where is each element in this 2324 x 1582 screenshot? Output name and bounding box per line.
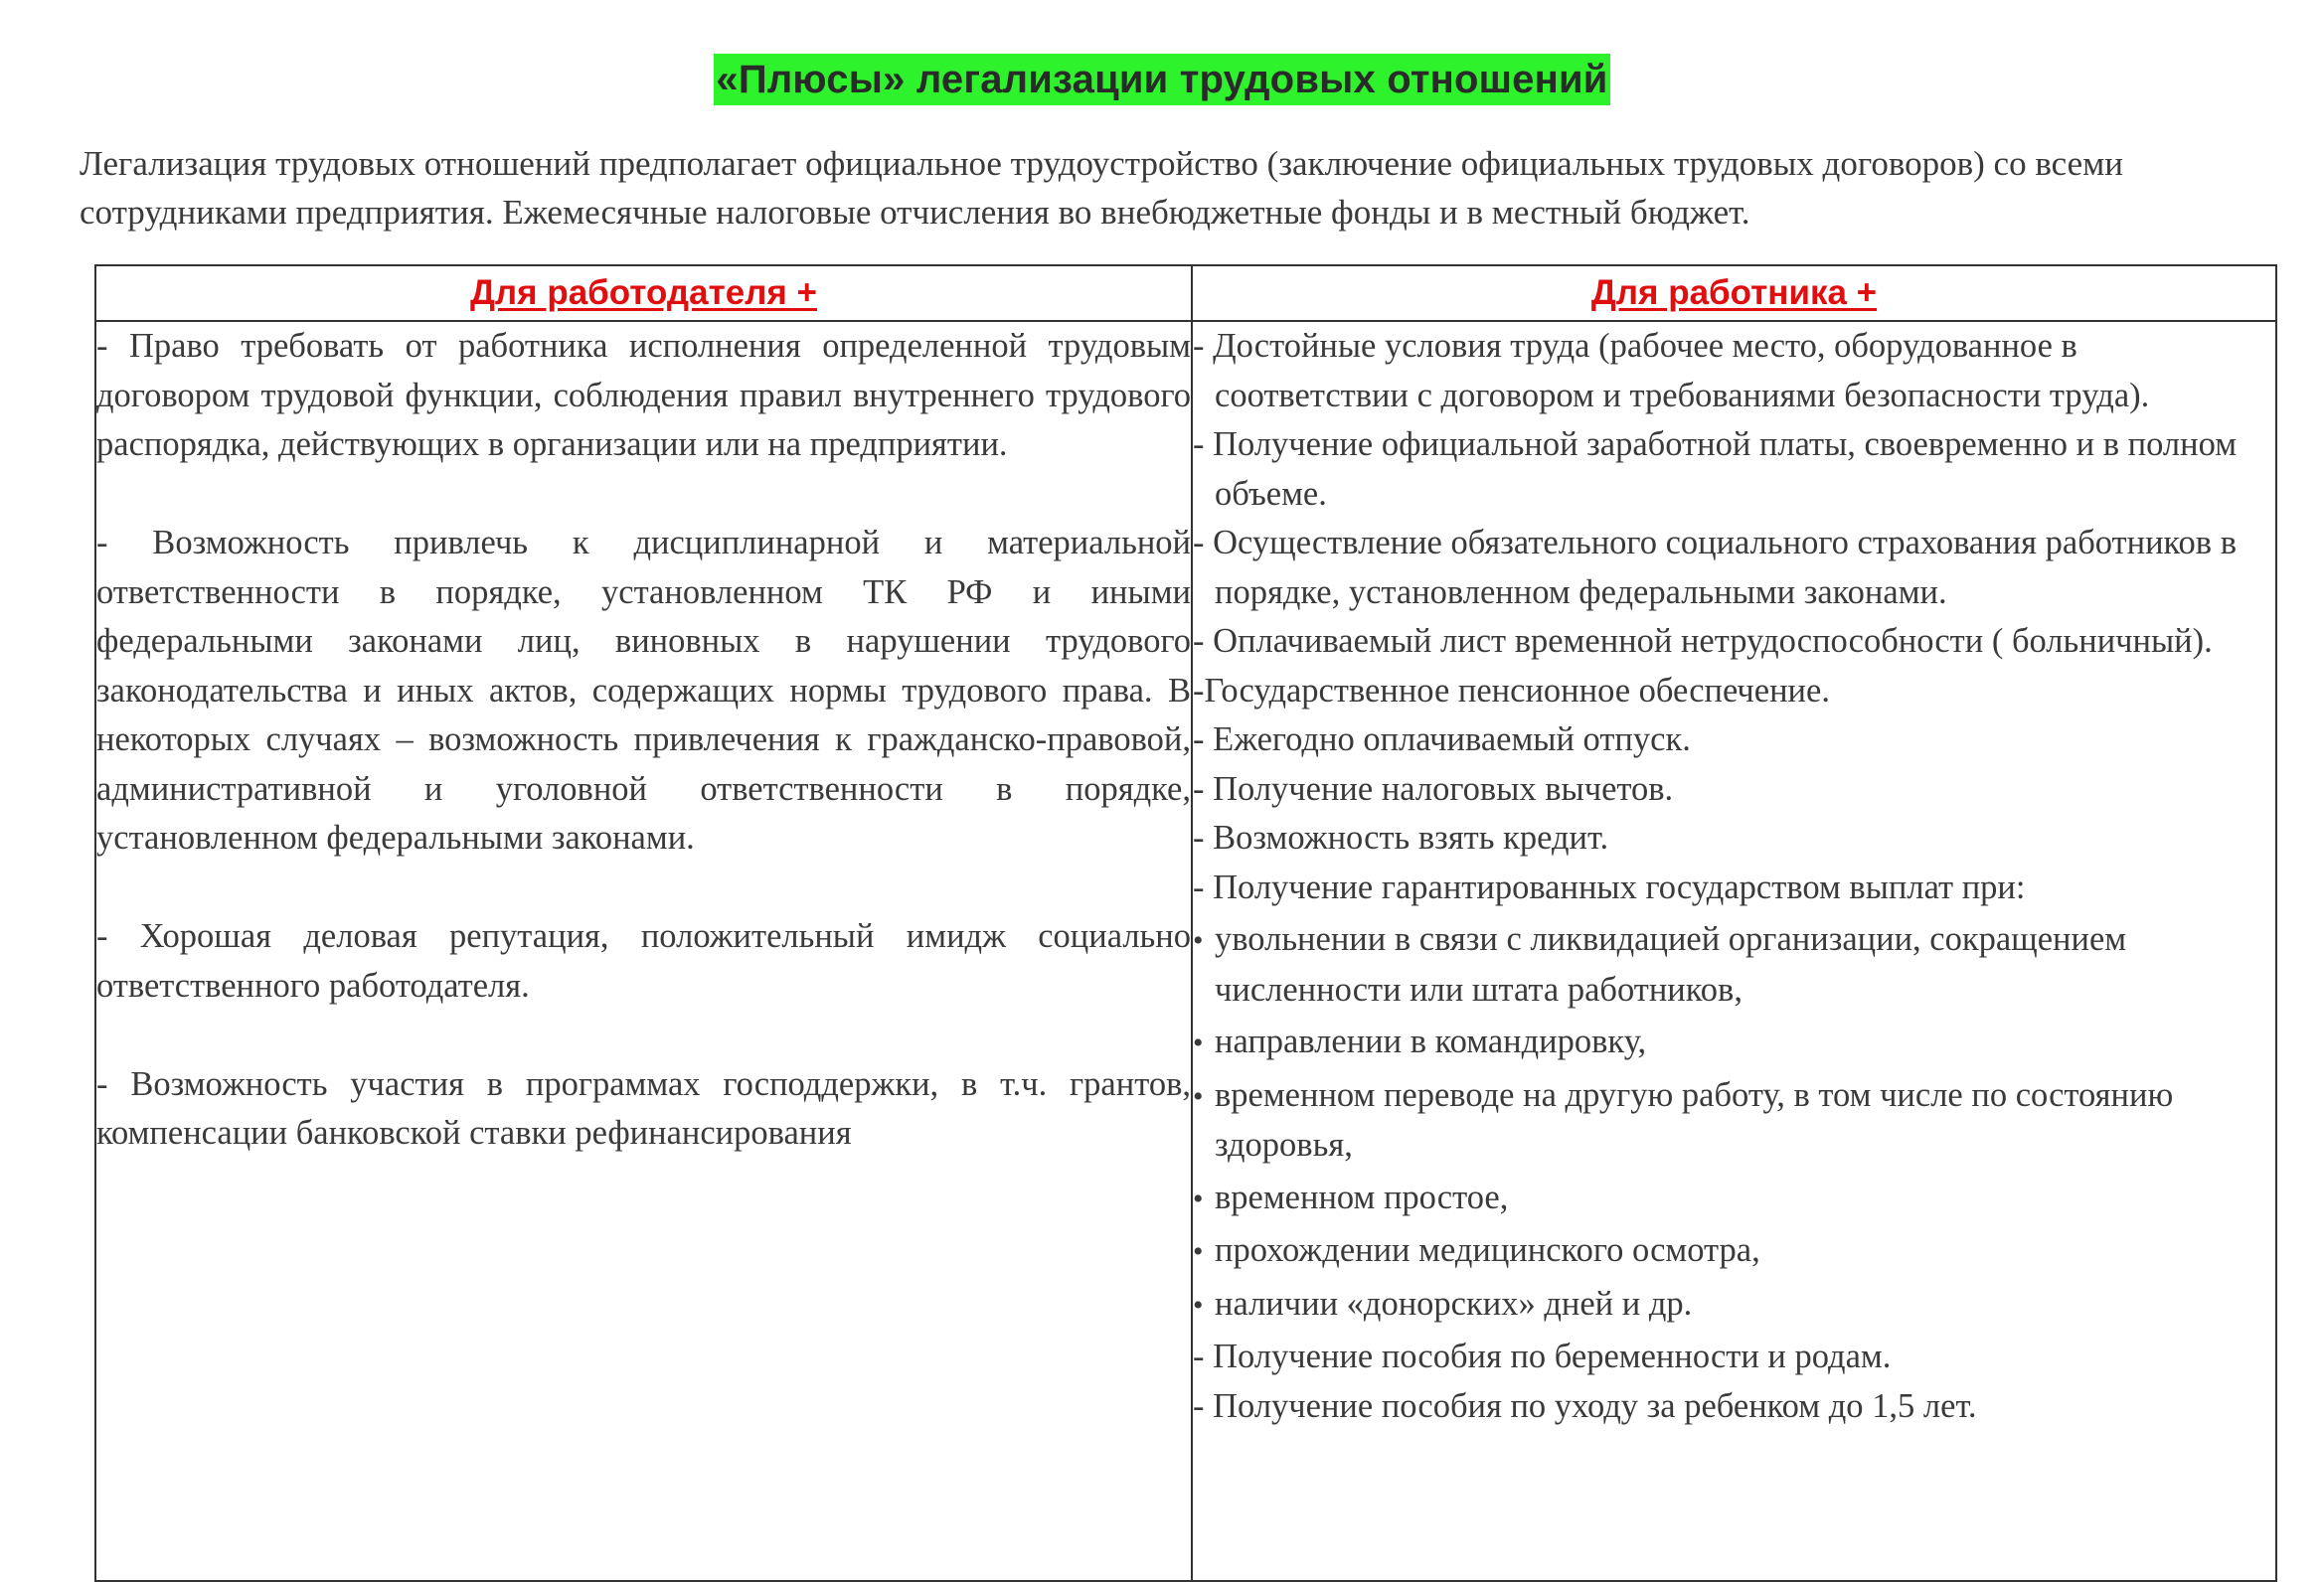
payment-bullet-item (1193, 1071, 2275, 1171)
employer-benefits-cell (95, 321, 1192, 1581)
employee-item: - Получение официальной заработной платы, своевременно и в полном объеме. (1193, 425, 2238, 513)
bullet-text: временном переводе на другую работу, в том числе по состоянию здоровья, (1215, 1075, 2174, 1164)
employee-item: - Оплачиваемый лист временной нетрудоспособности ( больничный). (1193, 622, 2213, 660)
employer-column-header: Для работодателя + (95, 265, 1192, 321)
employee-item: - Получение гарантированных государством выплат при: (1193, 868, 2026, 906)
employer-item: - Возможность участия в программах господдержки, в т.ч. грантов, компенсации банковской ставки рефинансирования (96, 1064, 1191, 1152)
benefits-table (94, 264, 2277, 1582)
bullet-icon: • (1193, 1079, 1204, 1113)
bullet-text: направлении в командировку, (1215, 1023, 1647, 1060)
payment-bullet-item (1193, 915, 2275, 1015)
employee-column-header: Для работника + (1192, 265, 2276, 321)
employee-item: - Получение пособия по беременности и родам. (1193, 1338, 1892, 1375)
payment-bullet-item (1193, 1280, 2275, 1331)
employer-item: - Хорошая деловая репутация, положительный имидж социально ответственного работодателя. (96, 917, 1191, 1005)
table-body-row (95, 321, 2276, 1581)
payment-bullet-item (1193, 1226, 2275, 1277)
bullet-text: наличии «донорских» дней и др. (1215, 1284, 1693, 1323)
employee-item: - Получение налоговых вычетов. (1193, 769, 1674, 808)
employee-item: - Ежегодно оплачиваемый отпуск. (1193, 720, 1691, 758)
employee-benefits-cell (1192, 321, 2276, 1581)
payment-bullet-item (1193, 1174, 2275, 1224)
employer-item: - Право требовать от работника исполнения определенной трудовым договором трудовой функции, соблюдения правил внутреннего трудового распорядка, действующих в организации или на предприятии. (96, 327, 1191, 463)
employee-item: - Возможность взять кредит. (1193, 819, 1609, 857)
intro-paragraph: Легализация трудовых отношений предполагает официальное трудоустройство (заключение официальных трудовых договоров) со всеми сотрудниками предприятия. Ежемесячные налоговые отчисления во внебюджетные фонды и в местный бюджет. (80, 144, 2124, 232)
bullet-icon: • (1193, 924, 1204, 957)
table-header-row (95, 265, 2276, 321)
bullet-text: временном простое, (1215, 1178, 1509, 1216)
employee-item: -Государственное пенсионное обеспечение. (1193, 671, 1830, 710)
bullet-text: увольнении в связи с ликвидацией организации, сокращением численности или штата работников, (1215, 920, 2127, 1009)
page-title: «Плюсы» легализации трудовых отношений (714, 54, 1609, 105)
title-block (0, 54, 2324, 105)
employer-item: - Возможность привлечь к дисциплинарной и материальной ответственности в порядке, установленном ТК РФ и иными федеральными законами лиц, виновных в нарушении трудового законодательства и иных актов, содержащих нормы трудового права. В некоторых случаях – возможность привлечения к гражданско-правовой, административной и уголовной ответственности в порядке, установленном федеральными законами. (96, 524, 1191, 857)
bullet-icon: • (1193, 1182, 1204, 1215)
bullet-text: прохождении медицинского осмотра, (1215, 1231, 1760, 1269)
employee-item: - Получение пособия по уходу за ребенком до 1,5 лет. (1193, 1386, 1977, 1425)
bullet-icon: • (1193, 1027, 1204, 1059)
employee-item: - Осуществление обязательного социального страхования работников в порядке, установленном федеральными законами. (1193, 524, 2238, 611)
employee-item: - Достойные условия труда (рабочее место, оборудованное в соответствии с договором и требованиями безопасности труда). (1193, 327, 2150, 414)
bullet-icon: • (1193, 1288, 1204, 1322)
bullet-icon: • (1193, 1235, 1204, 1268)
payment-bullet-item (1193, 1018, 2275, 1068)
